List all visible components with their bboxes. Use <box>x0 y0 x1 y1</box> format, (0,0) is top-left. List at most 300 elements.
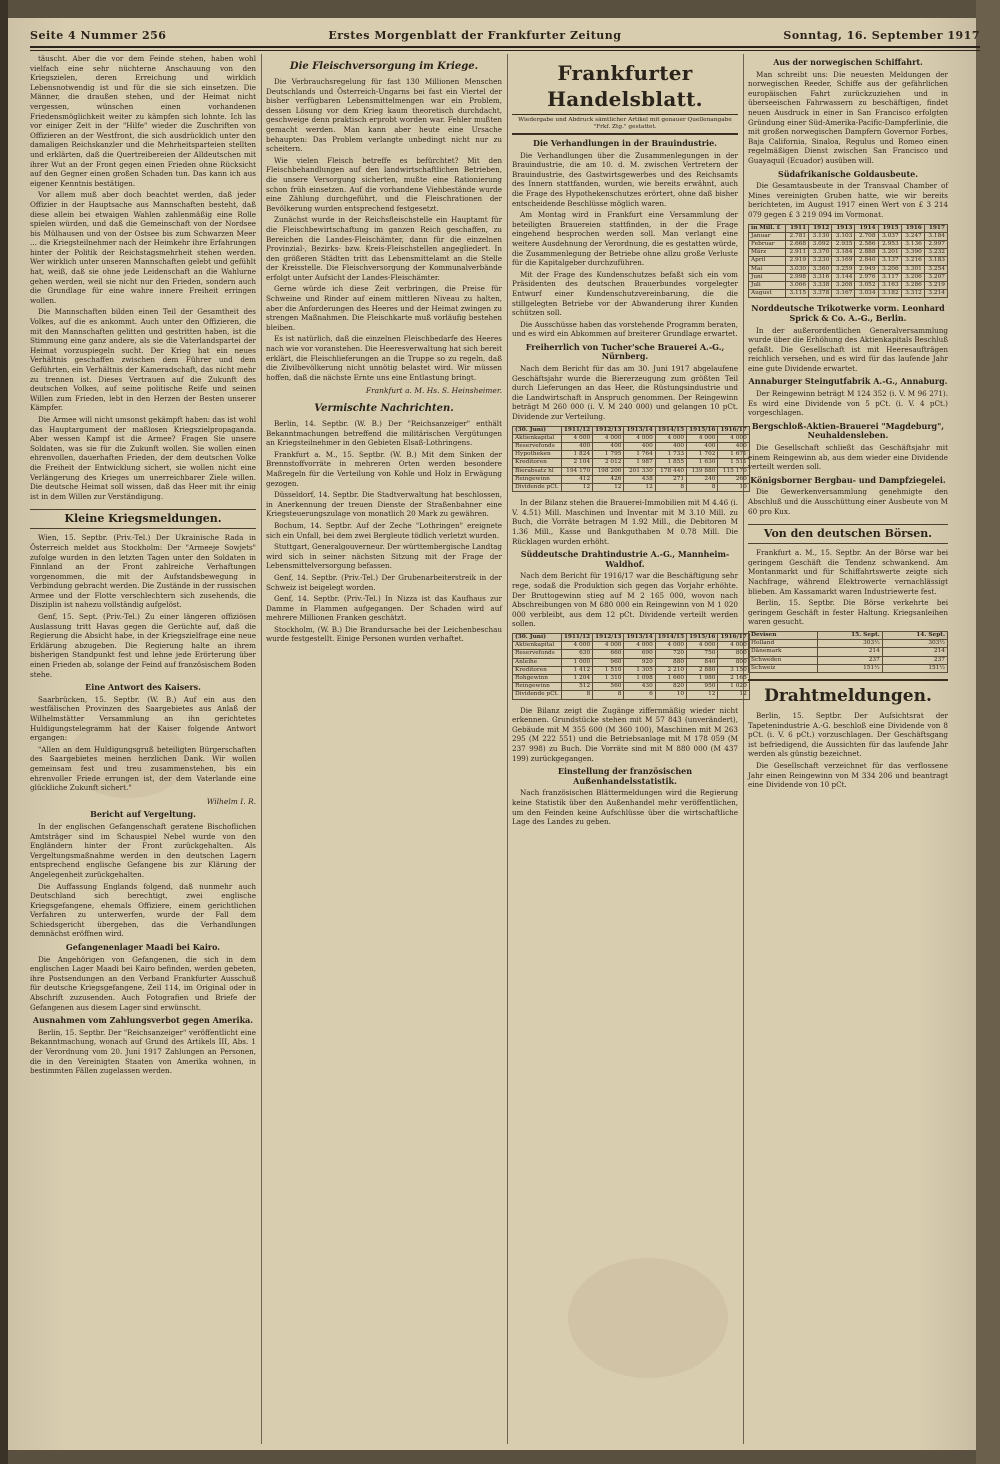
table-cell: 6 <box>624 691 655 699</box>
paragraph: Genf, 14. Septbr. (Priv.-Tel.) Der Grubenarbeiterstreik in der Schweiz ist beigelegt worden. <box>266 572 502 592</box>
table-header-cell: 1913/14 <box>624 426 655 434</box>
table-cell: Juni <box>749 273 786 281</box>
table-cell: 194 170 <box>561 467 592 475</box>
table-cell: 1 795 <box>593 451 624 459</box>
table-header-cell: 1917 <box>924 224 947 232</box>
drahtmeldungen-heading: Drahtmeldungen. <box>748 679 948 707</box>
vermischte-nachrichten-body <box>266 419 502 644</box>
trikotwerke-body <box>748 326 948 374</box>
table-cell: 3.390 <box>901 249 924 257</box>
table-cell: 3.066 <box>785 281 808 289</box>
table-cell: 8 <box>593 691 624 699</box>
table-header-cell: 1912 <box>809 224 832 232</box>
table-cell: 660 <box>593 650 624 658</box>
table-header-cell: 1914 <box>855 224 878 232</box>
newspaper-name: Erstes Morgenblatt der Frankfurter Zeitung <box>328 28 622 42</box>
table-cell: 12 <box>687 691 718 699</box>
table-cell: 214 <box>817 648 882 656</box>
goldausbeute-body <box>748 181 948 219</box>
table-cell: 1 000 <box>561 658 592 666</box>
paragraph: In der englischen Gefangenschaft geratene Bischoflichen Amtsträger sind im Schauspiel Nebel wurde von den Engländern hinter der Front zurückgehalten. Als Vergeltungsmaßnahme werden in den deutschen Lagern entsprechend englische Gefangene bis zur Klärung der Angelegenheit zurückgehalten. <box>30 821 256 879</box>
drahtindustrie-bilanz-body <box>512 706 738 764</box>
table-cell: 3.316 <box>809 273 832 281</box>
table-cell: 10 <box>655 691 686 699</box>
table-cell: 4 000 <box>655 642 686 650</box>
table-header-cell: 1915 <box>878 224 901 232</box>
table-cell: 214 <box>882 648 947 656</box>
table-cell: 400 <box>687 443 718 451</box>
paragraph: Berlin, 15. Septbr. Der "Reichsanzeiger" veröffentlicht eine Bekanntmachung, wonach auf Grund des Artikels III, Abs. 1 der Verordnung vom 20. Juni 1917 Zahlungen an Personen, die in den Vereinigten Staaten von Amerika wohnen, in bestimmten Fällen zugelassen werden. <box>30 1027 256 1076</box>
paragraph: Die Gesellschaft verzeichnet für das verflossene Jahr einen Reingewinn von M 334 206 und beantragt eine Dividende von 10 pCt. <box>748 760 948 790</box>
table-row <box>749 656 948 664</box>
fleischversorgung-heading: Die Fleischversorgung im Kriege. <box>289 61 479 72</box>
table-cell: Schweden <box>749 656 818 664</box>
table-row <box>749 265 948 273</box>
table-row <box>749 290 948 298</box>
trikotwerke-heading: Norddeutsche Trikotwerke vorm. Leonhard Sprick & Co. A.-G., Berlin. <box>751 303 945 323</box>
table-cell: 151½ <box>817 664 882 672</box>
column-1 <box>30 54 256 1444</box>
table-cell: 3.092 <box>809 240 832 248</box>
table-cell: 2.668 <box>785 240 808 248</box>
table-cell: 1 511 <box>718 459 749 467</box>
handelsblatt-title: Frankfurter Handelsblatt. <box>547 61 703 111</box>
paragraph: Die Bilanz zeigt die Zugänge ziffernmäßig wieder nicht erkennen. Grundstücke stehen mit M 57 843 (unverändert), Gebäude mit M 355 600 (M 360 100), Maschinen mit M 263 295 (M 222 551) und die Betriebsanlage mit M 178 059 (M 237 998) zu Buch. Die Vorräte sind mit M 880 000 (M 437 199) zurückgegangen. <box>512 705 738 763</box>
table-cell: Kreditoren <box>513 459 562 467</box>
table-cell: 720 <box>655 650 686 658</box>
table-cell: 3.034 <box>855 290 878 298</box>
table-cell: 4 000 <box>561 434 592 442</box>
paragraph: Die Ausschüsse haben das vorstehende Programm beraten, und es wird ein Abkommen auf breiterer Grundlage erwartet. <box>512 319 738 339</box>
table-cell: 2.840 <box>855 257 878 265</box>
table-cell: 1 412 <box>561 666 592 674</box>
paragraph: Die Gesellschaft schließt das Geschäftsjahr mit einem Reingewinn ab, aus dem wieder eine Dividende verteilt werden soll. <box>748 443 948 472</box>
paragraph: täuscht. Aber die vor dem Feinde stehen, haben wohl vielfach eine sehr nüchterne Anschauung von den Kriegszielen, deren Erreichung und wirklich Lebensnotwendig ist und für die sie sich einsetzen. Die Männer, die draußen stehen, und der Heimat nicht vergessen, wünschen einen vorhandenen Friedensmöglichkeit weiter zu kämpfen sich lohnte. Ich las vor einiger Zeit in der "Hilfe" wieder die Zuschriften von Offizieren an der Westfront, die sich ausdrücklich unter den damaligen Reichskanzler und die Mehrheitsparteien stellten und erklärten, daß die Quertreibereien der Alldeutschen mit ihrer Wut an der Front gegen einen Frieden ohne Rücksicht auf den Gegner einen großen Schaden tun. Das kann ich aus eigener Kenntnis bestätigen. <box>30 54 256 188</box>
paragraph: Gerne würde ich diese Zeit verbringen, die Preise für Schweine und Rinder auf einem mittleren Niveau zu halten, aber die Anforderungen des Heeres und der Heimat zwingen zu strengen Maßnahmen. Die Fleischkarte muß vorläufig bestehen bleiben. <box>266 284 502 332</box>
table-cell: 1 204 <box>561 674 592 682</box>
fleischversorgung-signature: Frankfurt a. M. Hs. S. Heinsheimer. <box>365 386 502 396</box>
table-cell: 2 210 <box>655 666 686 674</box>
paragraph: Nach dem Bericht für das am 30. Juni 1917 abgelaufene Geschäftsjahr wurde die Biererzeugung zum größten Teil durch Lieferungen an das Heer, die Rüstungsindustrie und die Landwirtschaft in Anspruch genommen. Der Reingewinn beträgt M 260 000 (i. V. M 240 000) und gelangen 10 pCt. Dividende zur Verteilung. <box>512 364 738 422</box>
col1-body <box>30 54 256 501</box>
fleischversorgung-body <box>266 77 502 382</box>
paragraph: Mit der Frage des Kundenschutzes befaßt sich ein vom Präsidenten des deutschen Brauerbundes vorgelegter Entwurf einer Kundenschutzvereinbarung, die die stillgelegten Betriebe vor der Abwanderung ihrer Kunden schützen soll. <box>512 269 738 318</box>
handelsblatt-subtitle: Wiedergabe und Abdruck sämtlicher Artikel mit genauer Quellenangabe "Frkf. Ztg." gestattet. <box>512 114 738 135</box>
bergschloss-heading: Bergschloß-Aktien-Brauerei "Magdeburg", Neuhaldensleben. <box>751 420 945 441</box>
table-cell: August <box>749 290 786 298</box>
table-cell: 178 440 <box>655 467 686 475</box>
annaburg-heading: Annaburger Steingutfabrik A.-G., Annaburg. <box>748 376 948 387</box>
table-cell: 950 <box>687 683 718 691</box>
table-cell: 800 <box>718 658 749 666</box>
paragraph: Stockholm, (W. B.) Die Brandursache bei der Leichenbeschau wurde festgestellt. Einige Personen wurden verhaftet. <box>266 624 502 644</box>
table-cell: 4 000 <box>624 642 655 650</box>
tucher-bilanz-body <box>512 498 738 546</box>
table-cell: 3.206 <box>878 265 901 273</box>
table-cell: 3.130 <box>809 232 832 240</box>
table-cell: 12 <box>561 484 592 492</box>
table-row <box>513 674 750 682</box>
table-cell: 3.184 <box>924 232 947 240</box>
binding-edge-right <box>976 0 1000 1464</box>
devisen-table <box>748 631 948 673</box>
table-cell: 880 <box>655 658 686 666</box>
table-header-cell: 1914/15 <box>655 426 686 434</box>
table-row <box>513 650 750 658</box>
table-cell: 2.708 <box>855 232 878 240</box>
table-cell: 4 000 <box>624 434 655 442</box>
table-row <box>513 451 750 459</box>
table-cell: Februar <box>749 240 786 248</box>
table-cell: 3.370 <box>809 249 832 257</box>
gefangenenlager-heading: Gefangenenlager Maadi bei Kairo. <box>65 942 221 953</box>
table-cell: 1 098 <box>624 674 655 682</box>
table-cell: 3.312 <box>901 290 924 298</box>
table-header-cell: 1911 <box>785 224 808 232</box>
table-cell: 139 880 <box>687 467 718 475</box>
gefangenenlager-body <box>30 955 256 1013</box>
table-cell: Anleihe <box>513 658 562 666</box>
table-header-cell: 1914/15 <box>655 633 686 641</box>
table-cell: 2.998 <box>785 273 808 281</box>
paragraph: Bochum, 14. Septbr. Auf der Zeche "Lothringen" ereignete sich ein Unfall, bei dem zwei Bergleute tödlich verletzt wurden. <box>266 520 502 540</box>
table-cell: Reingewinn <box>513 683 562 691</box>
table-cell: Schweiz <box>749 664 818 672</box>
paragraph: Die Verbrauchsregelung für fast 130 Millionen Menschen Deutschlands und Österreich-Ungarns bei fast ein Viertel der bisher verfügbaren Lebensmittelmengen war ein Problem, dessen Lösung vor dem Krieg kaum theoretisch durchdacht, geschweige denn praktisch erprobt worden war. Fehler mußten gemacht werden. Man kann aber heute eine Ursache behaupten: Das Problem verlangte unbedingt nicht nur zu scheitern. <box>266 77 502 154</box>
kleine-kriegsmeldungen-body <box>30 533 256 679</box>
paragraph: Es ist natürlich, daß die einzelnen Fleischbedarfe des Heeres nach wie vor voranstehen. Die Heeresverwaltung hat sich bereit erklärt, die Fleischlieferungen an die Truppe so zu regeln, daß die Zivilbevölkerung nicht unnötig belastet wird. Wir müssen hoffen, daß die nächste Ernte uns eine Entlastung bringt. <box>266 334 502 382</box>
masthead-rule <box>30 46 980 48</box>
vergeltung-heading: Bericht auf Vergeltung. <box>90 809 196 820</box>
table-cell: 12 <box>718 691 749 699</box>
table-row <box>749 648 948 656</box>
table-cell: 1 733 <box>655 451 686 459</box>
paragraph: Die Angehörigen von Gefangenen, die sich in dem englischen Lager Maadi bei Kairo befinden, werden gebeten, ihre Postsendungen an den Verband Frankfurter Ausschuß für deutsche Kriegsgefangene, Zeil 114, im Original oder in Abschrift zuzusenden. Auch Fotografien und Briefe der Gefangenen aus diesem Lager sind erwünscht. <box>30 954 256 1012</box>
table-cell: 400 <box>561 443 592 451</box>
table-cell: Aktienkapital <box>513 434 562 442</box>
table-cell: 303½ <box>882 640 947 648</box>
table-cell: 1 630 <box>687 459 718 467</box>
table-cell: Reingewinn <box>513 475 562 483</box>
table-row <box>513 467 750 475</box>
table-cell: 920 <box>624 658 655 666</box>
zahlungsverbot-body <box>30 1028 256 1076</box>
table-cell: 4 000 <box>687 434 718 442</box>
koenigsborn-heading: Königsborner Bergbau- und Dampfziegelei. <box>750 474 946 485</box>
paragraph: Frankfurt a. M., 15. Septbr. An der Börse war bei geringem Geschäft die Tendenz schwankend. Am Montanmarkt und für Schiffahrtswerte zeigte sich Nachfrage, während Elektrowerte vernachlässigt blieben. Am Kassamarkt waren Industriewerte fest. <box>748 548 948 596</box>
column-divider <box>743 54 744 1444</box>
table-header-cell: 1913/14 <box>624 633 655 641</box>
table-row <box>513 658 750 666</box>
paragraph: Frankfurt a. M., 15. Septbr. (W. B.) Mit dem Sinken der Brennstoffvorräte in mehreren Orten werden besondere Maßregeln für die Verteilung von Kohle und Holz in Erwägung gezogen. <box>266 449 502 488</box>
table-cell: 2.781 <box>785 232 808 240</box>
table-cell: 1 671 <box>718 451 749 459</box>
paragraph: Die Gesamtausbeute in der Transvaal Chamber of Mines vereinigten Gruben hatte, wie wir bereits berichteten, im August 1917 einen Wert von £ 3 214 079 gegen £ 3 219 094 im Vormonat. <box>748 181 948 219</box>
paragraph: Man schreibt uns: Die neuesten Meldungen der norwegischen Reeder, Schiffe aus der gefährlichen europäischen Fahrt zurückzuziehen und in überseeischen Fahrwassern zu beschäftigen, findet neuen Ausdruck in einer in San Francisco erfolgten Gründung einer Süd-Amerika-Pacific-Dampferlinie, die mit großen norwegischen Dampfern Governor Forbes, Baja California, Sinaloa, Regulus und Romeo einen regelmäßigen Dienst zwischen San Francisco und Guayaquil (Ecuador) ausüben will. <box>748 69 948 165</box>
table-cell: 3.259 <box>832 265 855 273</box>
paragraph: Am Montag wird in Frankfurt eine Versammlung der beteiligten Brauereien stattfinden, in der die Frage eingehend besprochen werden soll. Man verlangt eine weitere Ausdehnung der Verordnung, die es gestatten würde, die Zusammenlegung der Betriebe ohne allzu große Verluste für die Kapitalgeber durchzuführen. <box>512 210 738 268</box>
table-cell: 400 <box>624 443 655 451</box>
table-cell: 3.286 <box>901 281 924 289</box>
table-cell: 3.037 <box>878 232 901 240</box>
brauindustrie-heading: Die Verhandlungen in der Brauindustrie. <box>533 138 717 148</box>
table-header-cell: 1911/12 <box>561 633 592 641</box>
table-cell: 3.169 <box>832 257 855 265</box>
table-cell: 1 764 <box>624 451 655 459</box>
table-cell: 512 <box>561 683 592 691</box>
table-cell: Rohgewinn <box>513 674 562 682</box>
table-cell: 400 <box>718 443 749 451</box>
table-cell: Reservefonds <box>513 650 562 658</box>
table-cell: 237 <box>817 656 882 664</box>
table-row <box>513 691 750 699</box>
table-cell: 960 <box>593 658 624 666</box>
masthead <box>30 26 980 44</box>
table-header-cell: (30. Juni) <box>513 426 562 434</box>
table-cell: 2.911 <box>785 249 808 257</box>
column-divider <box>507 54 508 1444</box>
table-cell: 8 <box>561 691 592 699</box>
table-header-row <box>749 631 948 639</box>
table-cell: Holland <box>749 640 818 648</box>
table-cell: Hypotheken <box>513 451 562 459</box>
table-cell: 2.997 <box>924 240 947 248</box>
paragraph: Die Auffassung Englands folgend, daß nunmehr auch Deutschland sich berechtigt, zwei englische Kriegsgefangene, ehemals Offiziere, einem gerichtlichen Verfahren zu unterwerfen, wurde der Fall dem Schiedsgericht übergeben, das die Verhandlungen demnächst eröffnen wird. <box>30 881 256 939</box>
vermischte-nachrichten-heading: Vermischte Nachrichten. <box>314 403 454 414</box>
table-cell: 3.136 <box>901 240 924 248</box>
table-cell: 3.144 <box>832 273 855 281</box>
boersen-heading: Von den deutschen Börsen. <box>748 524 948 544</box>
table-header-cell: 1916/17 <box>718 633 749 641</box>
drahtindustrie-body <box>512 571 738 629</box>
table-header-row <box>513 633 750 641</box>
vergeltung-body <box>30 822 256 939</box>
table-cell: 1 310 <box>593 674 624 682</box>
paragraph: Saarbrücken, 15. Septbr. (W. B.) Auf ein aus den westfälischen Provinzen des Saargebietes aus Anlaß der Wilhelmstätter Versammlung an ihn gerichtetes Huldigungstelegramm hat der Kaiser folgende Antwort ergangen: <box>30 694 256 743</box>
table-cell: 3.115 <box>785 290 808 298</box>
table-cell: 800 <box>718 650 749 658</box>
column-divider <box>261 54 262 1444</box>
table-cell: 2.949 <box>855 265 878 273</box>
table-row <box>749 257 948 265</box>
paragraph: Nach französischen Blättermeldungen wird die Regierung keine Statistik über den Außenhandel mehr veröffentlichen, um den Feinden keine Aufschlüsse über die wirtschaftliche Lage des Landes zu geben. <box>512 788 738 827</box>
table-cell: 198 200 <box>593 467 624 475</box>
table-cell: 12 <box>624 484 655 492</box>
table-row <box>749 281 948 289</box>
table-cell: 2.935 <box>832 240 855 248</box>
table-cell: Dividende pCt. <box>513 484 562 492</box>
table-header-cell: 15. Sept. <box>817 631 882 639</box>
table-cell: 303½ <box>817 640 882 648</box>
table-cell: 151½ <box>882 664 947 672</box>
paragraph: Berlin, 15. Septbr. Die Börse verkehrte bei geringem Geschäft in fester Haltung. Kriegsanleihen waren gesucht. <box>748 598 948 627</box>
paragraph: "Allen an dem Huldigungsgruß beteiligten Bürgerschaften des Saargebietes meinen herzlichen Dank. Wir wollen gemeinsam fest und treu zusammenstehen, bis ein ehrenvoller Friede errungen ist, der dem Vaterlande eine glückliche Zukunft sichert." <box>30 744 256 793</box>
table-cell: 4 000 <box>593 434 624 442</box>
table-cell: 430 <box>624 683 655 691</box>
paragraph: Die Gewerkenversammlung genehmigte den Abschluß und die Ausschüttung einer Ausbeute von M 60 pro Kux. <box>748 487 948 516</box>
drahtmeldungen-body <box>748 711 948 790</box>
goldausbeute-heading: Südafrikanische Goldausbeute. <box>777 168 919 179</box>
table-header-cell: 14. Sept. <box>882 631 947 639</box>
goldausbeute-table <box>748 224 948 299</box>
table-cell: 690 <box>624 650 655 658</box>
kleine-kriegsmeldungen-heading: Kleine Kriegsmeldungen. <box>30 509 256 529</box>
table-cell: 1 702 <box>687 451 718 459</box>
table-cell: 840 <box>687 658 718 666</box>
table-cell: 400 <box>655 443 686 451</box>
table-row <box>513 683 750 691</box>
aussenhandel-heading: Einstellung der französischen Außenhandelsstatistik. <box>557 766 693 786</box>
paragraph: Vor allem muß aber doch beachtet werden, daß jeder Offizier in der Hauptsache aus Mannschaften besteht, daß diese allein bei etwaigen Wahlen zahlenmäßig eine Rolle spielen würden, und daß die Gemeinschaft von der Nordsee bis Mülhausen und von der Ostsee bis zum Schwarzen Meer ... die Kriegsteilnehmer nach der Heimkehr ihre Erfahrungen hinter der Politik der Reichstagsmehrheit stehen werden. Wer wirklich unter unseren Mannschaften gelebt und gefühlt hat, weiß, daß sie ohne jede Leidenschaft an die Wahlurne gehen werden, weil sie nicht nur den Frieden, sondern auch die Grundlage für eine wahre innere Freiheit erringen wollen. <box>30 190 256 305</box>
table-cell: 438 <box>624 475 655 483</box>
table-cell: 3.378 <box>809 290 832 298</box>
table-cell: 3.182 <box>878 290 901 298</box>
table-cell: 2.919 <box>785 257 808 265</box>
column-4 <box>748 54 948 1444</box>
masthead-rule-thin <box>30 50 980 51</box>
drahtindustrie-financial-table <box>512 633 750 700</box>
table-cell: Mai <box>749 265 786 273</box>
table-cell: 240 <box>687 475 718 483</box>
table-cell: 4 000 <box>687 642 718 650</box>
table-cell: Januar <box>749 232 786 240</box>
table-cell: 4 000 <box>718 642 749 650</box>
table-cell: 3 150 <box>718 666 749 674</box>
table-header-cell: 1915/16 <box>687 633 718 641</box>
issue-date: Sonntag, 16. September 1917 <box>783 28 980 42</box>
table-cell: 4 000 <box>655 434 686 442</box>
column-3 <box>512 54 747 1444</box>
kaiser-signature: Wilhelm I. R. <box>206 796 256 806</box>
table-cell: 426 <box>593 475 624 483</box>
table-cell: 1 510 <box>593 666 624 674</box>
table-row <box>513 642 750 650</box>
table-cell: 1 987 <box>624 459 655 467</box>
table-cell: Aktienkapital <box>513 642 562 650</box>
table-row <box>513 434 750 442</box>
table-cell: 3.137 <box>878 257 901 265</box>
table-cell: 12 <box>593 484 624 492</box>
table-cell: 3.052 <box>855 281 878 289</box>
table-cell: 3.247 <box>901 232 924 240</box>
paragraph: Wie vielen Fleisch betreffe es befürchtet? Mit den Fleischbehandlungen auf den landwirtschaftlichen Betrieben, die unsere Versorgung sicherten, mußte eine Rationierung schon früh einsetzen. Auf die vorhandene Viehbestände wurde eine Zählung durchgeführt, und die Fleischrationen der Bevölkerung wurden entsprechend festgesetzt. <box>266 155 502 213</box>
table-cell: 1 305 <box>624 666 655 674</box>
drahtindustrie-heading: Süddeutsche Drahtindustrie A.-G., Mannheim-Waldhof. <box>520 549 730 569</box>
table-row <box>513 459 750 467</box>
table-cell: Dividende pCt. <box>513 691 562 699</box>
table-row <box>749 240 948 248</box>
table-row <box>749 640 948 648</box>
table-cell: 1 020 <box>718 683 749 691</box>
table-cell: 3.103 <box>832 232 855 240</box>
table-cell: 560 <box>593 683 624 691</box>
table-cell: 1 660 <box>655 674 686 682</box>
table-cell: 237 <box>882 656 947 664</box>
paragraph: Düsseldorf, 14. Septbr. Die Stadtverwaltung hat beschlossen, in Anerkennung der treuen Dienste der Straßenbahner eine Kriegsteuerungszulage von monatlich 20 Mark zu gewähren. <box>266 490 502 519</box>
table-cell: 820 <box>655 683 686 691</box>
tucher-body <box>512 364 738 422</box>
annaburg-body <box>748 389 948 418</box>
paragraph: Die Mannschaften bilden einen Teil der Gesamtheit des Volkes, auf die es ankommt. Auch unter den Offizieren, die mit den Mannschaften gelitten und gestritten haben, ist die Stimmung eine ganz andere, als sie die Vaterlandspartei der Heimat vorzuspiegeln sucht. Der Krieg hat ein neues Verhältnis geschaffen zwischen dem Führer und dem Geführten, ein Verhältnis der Kameradschaft, das nicht mehr zu trennen ist. Dieses Vertrauen auf die Zukunft des deutschen Volkes, auf seine politische Reife und seinen Willen zum Frieden, lebt in den Herzen der Besten unserer Kämpfer. <box>30 307 256 413</box>
table-cell: 8 <box>655 484 686 492</box>
table-cell: 2.586 <box>855 240 878 248</box>
column-2 <box>266 54 502 1444</box>
table-cell: 1 824 <box>561 451 592 459</box>
table-cell: März <box>749 249 786 257</box>
table-row <box>749 664 948 672</box>
table-cell: 3.216 <box>901 257 924 265</box>
table-row <box>749 273 948 281</box>
table-cell: 400 <box>593 443 624 451</box>
table-row <box>749 232 948 240</box>
table-cell: 412 <box>561 475 592 483</box>
table-cell: 4 000 <box>593 642 624 650</box>
table-header-row <box>513 426 750 434</box>
paragraph: Wien, 15. Septbr. (Priv.-Tel.) Der Ukrainische Rada in Österreich meldet aus Stockholm: Der "Armeeje Sowjets" zufolge wurden in den letzten Tagen unter den Soldaten in Finnland an der Front zahlreiche Verhaftungen vorgenommen, die mit der Aufstandsbewegung in Verbindung gebracht werden. Die Zustände in der russischen Armee und der Flotte verschlechtern sich zusehends, die Disziplin ist nahezu vollständig aufgelöst. <box>30 533 256 610</box>
table-cell: 3.167 <box>832 290 855 298</box>
table-cell: 3.338 <box>809 281 832 289</box>
table-header-cell: 1915/16 <box>687 426 718 434</box>
boersen-body <box>748 548 948 627</box>
table-cell: Dänemark <box>749 648 818 656</box>
table-cell: 10 <box>718 484 749 492</box>
table-cell: 1 855 <box>655 459 686 467</box>
table-cell: 3.301 <box>901 265 924 273</box>
table-row <box>513 443 750 451</box>
table-header-row <box>749 224 948 232</box>
table-cell: 3.207 <box>924 273 947 281</box>
table-cell: 2 012 <box>593 459 624 467</box>
table-cell: 2.976 <box>855 273 878 281</box>
table-cell: 2.888 <box>855 249 878 257</box>
paragraph: Der Reingewinn beträgt M 124 352 (i. V. M 96 271). Es wird eine Dividende von 5 pCt. (i. V. 4 pCt.) vorgeschlagen. <box>748 389 948 418</box>
table-cell: 3.254 <box>924 265 947 273</box>
zahlungsverbot-heading: Ausnahmen vom Zahlungsverbot gegen Amerika. <box>32 1015 254 1026</box>
koenigsborn-body <box>748 487 948 516</box>
table-cell: Bierabsatz hl <box>513 467 562 475</box>
tucher-heading: Freiherrlich von Tucher'sche Brauerei A.-G., Nürnberg. <box>525 341 725 362</box>
paragraph: Nach dem Bericht für 1916/17 war die Beschäftigung sehr rege, sodaß die Produktion sich gegen das Vorjahr erhöhte. Der Bruttogewinn stieg auf M 2 165 000, wovon nach Abschreibungen von M 680 000 ein Reingewinn von M 1 020 000 verbleibt, aus dem 12 pCt. Dividende verteilt werden sollen. <box>512 571 738 629</box>
schiffahrt-body <box>748 70 948 166</box>
paragraph: Genf, 15. Sept. (Priv.-Tel.) Zu einer längeren offiziösen Auslassung tritt Havas gegen die Gerüchte auf, daß die Regierung die Absicht habe, in der Kriegszielfrage eine neue Erklärung abzugeben. Die Regierung halte an ihrem bisherigen Standpunkt fest und lehne jede Erörterung über einen Frieden ab, solange der Feind auf französischem Boden stehe. <box>30 612 256 679</box>
paragraph: Zunächst wurde in der Reichsfleischstelle ein Hauptamt für die Fleischbewirtschaftung im ganzen Reich geschaffen, zu Bereichen die Landes-Fleischämter, dann für die einzelnen Provinzial-, Bezirks- bzw. Kreis-Fleischstellen angegliedert. In den größeren Städten tritt das Lebensmittelamt an die Stelle der Kreisstelle. Die Fleischversorgung der Kommunalverbände erfolgt unter Aufsicht der Landes-Fleischämter. <box>266 215 502 282</box>
table-cell: 3.163 <box>878 281 901 289</box>
table-cell: 2 880 <box>687 666 718 674</box>
table-cell: 630 <box>561 650 592 658</box>
table-cell: 3.206 <box>901 273 924 281</box>
table-cell: 2.953 <box>878 240 901 248</box>
table-cell: 3.201 <box>878 249 901 257</box>
table-cell: 3.360 <box>809 265 832 273</box>
table-cell: 201 330 <box>624 467 655 475</box>
antwort-kaiser-body <box>30 695 256 793</box>
paragraph: Die Armee will nicht umsonst gekämpft haben: das ist wohl das Hauptargument der maßlosen Kriegszielpropaganda. Aber wessen Kampf ist die Armee? Fragen Sie unsere Soldaten, was sie für die Zukunft wollen. Sie wollen einen ehrenvollen, dauerhaften Frieden, der dem deutschen Volke die Freiheit der Entwicklung sichert, sie wollen nicht eine Verlängerung des Krieges um unerreichbarer Ziele willen. Die deutsche Heimat soll wissen, daß das Heer mit ihr einig ist in dem Willen zur Verständigung. <box>30 414 256 501</box>
table-header-cell: 1912/13 <box>593 426 624 434</box>
table-cell: Kreditoren <box>513 666 562 674</box>
table-cell: 3.208 <box>832 281 855 289</box>
paragraph: Genf, 14. Septbr. (Priv.-Tel.) In Nizza ist das Kaufhaus zur Damme in Flammen aufgegangen. Der Schaden wird auf mehrere Millionen Franken geschätzt. <box>266 594 502 623</box>
brauindustrie-body <box>512 151 738 339</box>
paragraph: Die Verhandlungen über die Zusammenlegungen in der Brauindustrie, die am 10. d. M. zwischen Vertretern der Brauindustrie, des Gastwirtsgewerbes und des Reichsamts des Innern stattfanden, wurden, wie bereits erwähnt, auch die Frage des Hypothekenschutzes erörtert, ohne daß bisher entscheidende Beschlüsse möglich waren. <box>512 150 738 208</box>
aussenhandel-body <box>512 788 738 826</box>
table-header-cell: in Mill. £ <box>749 224 786 232</box>
table-cell: 4 000 <box>718 434 749 442</box>
table-header-cell: (30. Juni) <box>513 633 562 641</box>
paragraph: Stuttgart, Generalgouverneur. Der württembergische Landtag wird sich in seiner nächsten Sitzung mit der Frage der Lebensmittelversorgung befassen. <box>266 542 502 571</box>
table-cell: 3.214 <box>924 290 947 298</box>
paragraph: In der außerordentlichen Generalversammlung wurde über die Erhöhung des Aktienkapitals Beschluß gefaßt. Die Gesellschaft ist mit Heeresaufträgen reichlich versehen, und es wird für das laufende Jahr eine gute Dividende erwartet. <box>748 325 948 373</box>
table-header-cell: Devisen <box>749 631 818 639</box>
